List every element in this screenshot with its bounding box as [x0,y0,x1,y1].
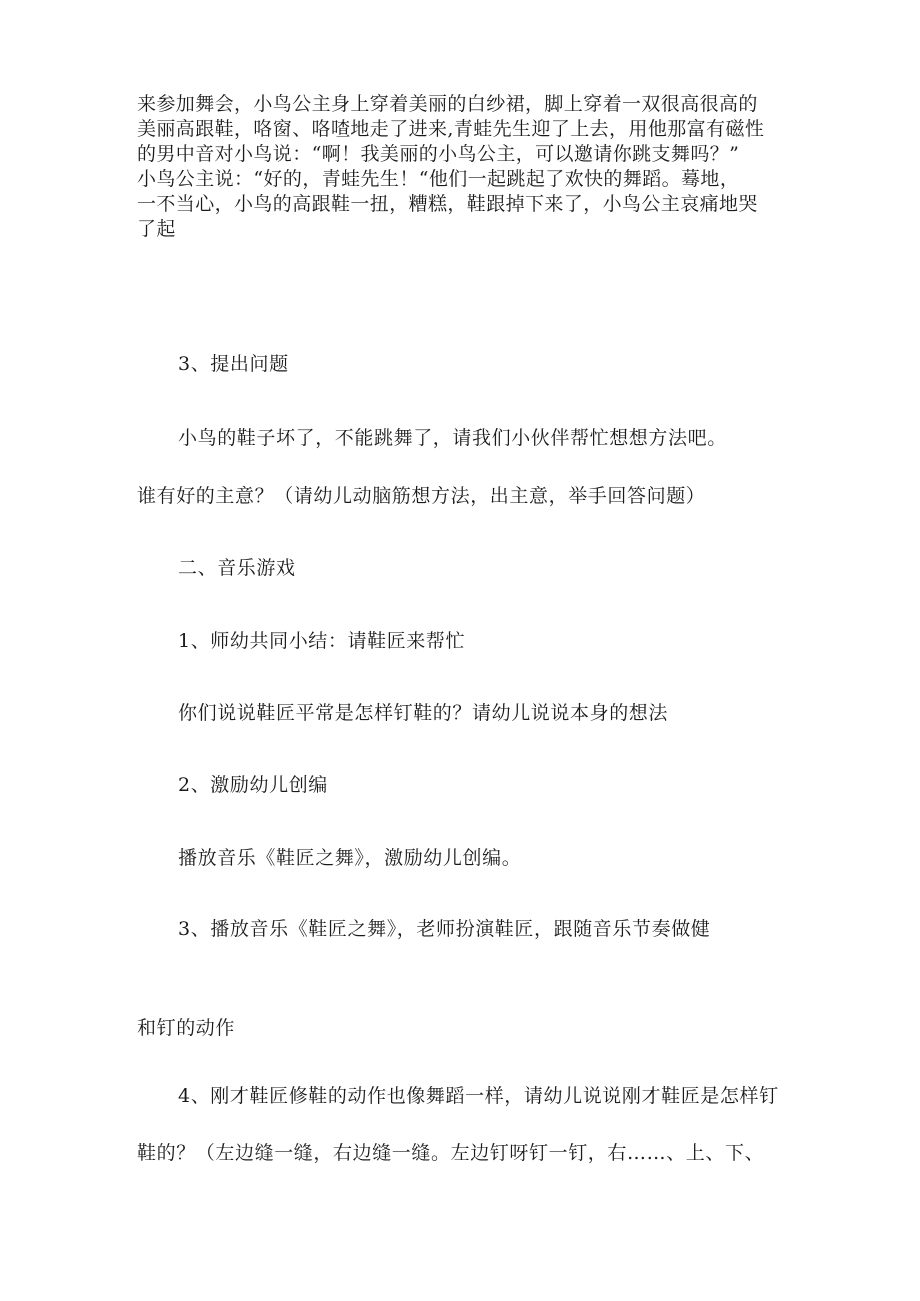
story-paragraph [137,92,787,242]
story-line: 一不当心，小鸟的高跟鞋一扭，糟糕，鞋跟掉下来了，小鸟公主哀痛地哭 [137,193,758,215]
subsection-heading: 2、激励幼儿创编 [178,774,328,796]
body-paragraph: 播放音乐《鞋匠之舞》，激励幼儿创编。 [178,847,522,869]
body-paragraph: 小鸟的鞋子坏了，不能跳舞了，请我们小伙伴帮忙想想方法吧。 [178,427,727,449]
body-paragraph: 谁有好的主意？（请幼儿动脑筋想方法，出主意，举手回答问题） [137,485,706,507]
body-paragraph: 你们说说鞋匠平常是怎样钉鞋的？请幼儿说说本身的想法 [178,702,669,724]
story-line: 的男中音对小鸟说：“啊！我美丽的小鸟公主，可以邀请你跳支舞吗？” [137,143,740,165]
body-paragraph: 鞋的？（左边缝一缝，右边缝一缝。左边钉呀钉一钉，右……、上、下、 [137,1142,765,1164]
subsection-heading: 3、播放音乐《鞋匠之舞》，老师扮演鞋匠，跟随音乐节奏做健 [178,918,711,940]
subsection-heading: 4、刚才鞋匠修鞋的动作也像舞蹈一样，请幼儿说说刚才鞋匠是怎样钉 [178,1085,779,1107]
section-heading: 二、音乐游戏 [178,557,296,579]
story-line: 来参加舞会，小鸟公主身上穿着美丽的白纱裙，脚上穿着一双很高很高的 [137,93,758,115]
section-heading: 3、提出问题 [178,353,289,375]
story-line: 美丽高跟鞋，咯窗、咯喳地走了进来,青蛙先生迎了上去，用他那富有磁性 [137,118,765,140]
story-line: 了起 [137,218,176,240]
story-line: 小鸟公主说：“好的，青蛙先生！“他们一起跳起了欢快的舞蹈。蓦地， [137,168,740,190]
subsection-heading: 1、师幼共同小结：请鞋匠来帮忙 [178,630,466,652]
body-paragraph: 和钉的动作 [137,1017,236,1039]
